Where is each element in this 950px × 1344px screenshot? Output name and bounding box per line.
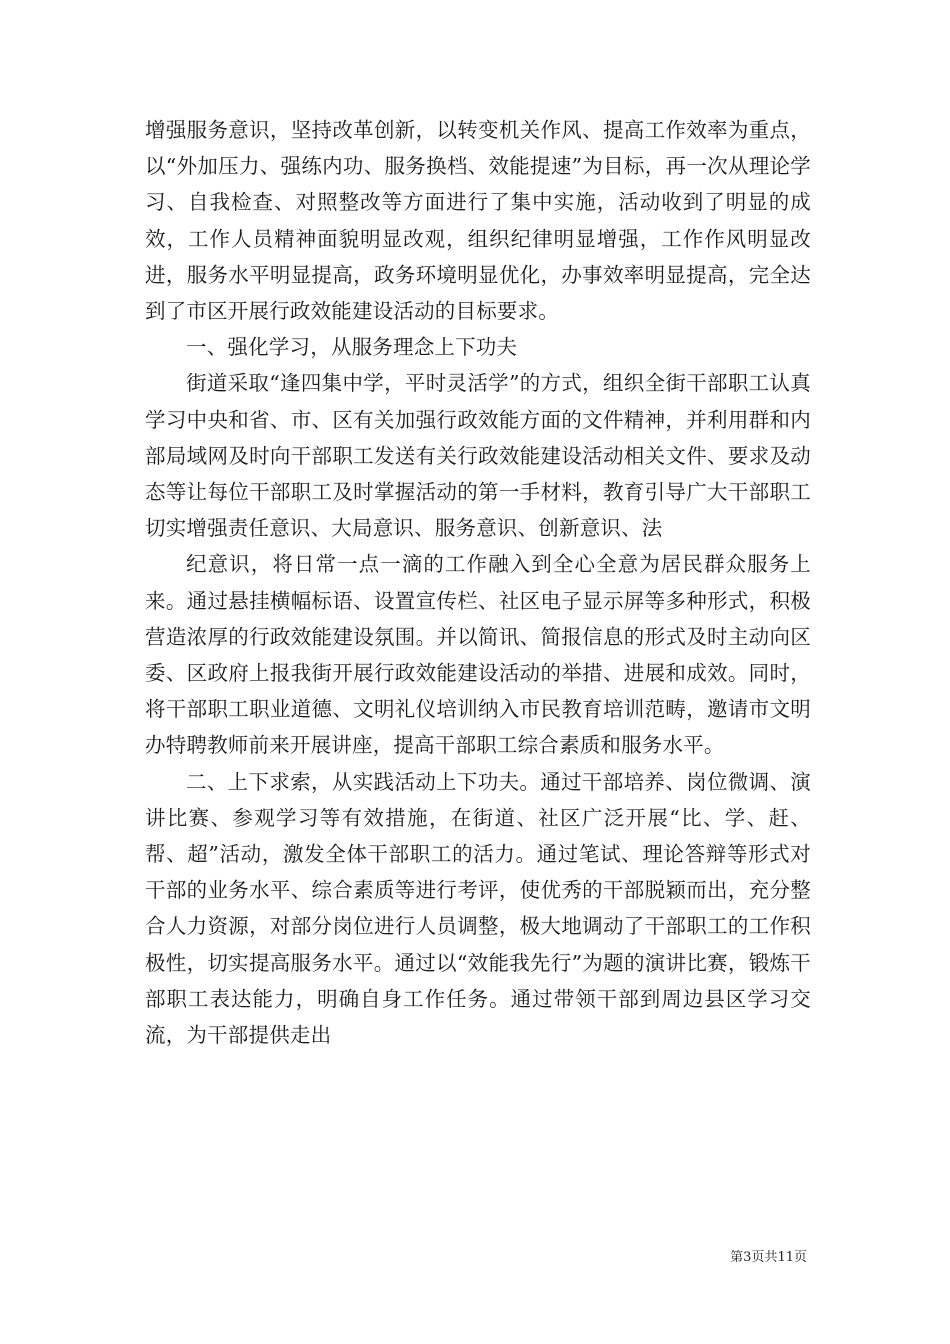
paragraph-study-1: 街道采取“逢四集中学，平时灵活学”的方式，组织全街干部职工认真学习中央和省、市、区有关加强行政效能方面的文件精神，并利用群和内部局域网及时向干部职工发送有关行政效能建设活动相关文件、要求及动态等让每位干部职工及时掌握活动的第一手材料，教育引导广大干部职工切实增强责任意识、大局意识、服务意识、创新意识、法 bbox=[145, 371, 811, 541]
section-heading-1: 一、强化学习，从服务理念上下功夫 bbox=[186, 335, 518, 360]
paragraph-study-2: 纪意识，将日常一点一滴的工作融入到全心全意为居民群众服务上来。通过悬挂横幅标语、设置宣传栏、社区电子显示屏等多种形式，积极营造浓厚的行政效能建设氛围。并以简讯、简报信息的形式及时主动向区委、区政府上报我街开展行政效能建设活动的举措、进展和成效。同时，将干部职工职业道德、文明礼仪培训纳入市民教育培训范畴，邀请市文明办特聘教师前来开展讲座，提高干部职工综合素质和服务水平。 bbox=[145, 552, 811, 758]
paragraph-intro: 增强服务意识，坚持改革创新，以转变机关作风、提高工作效率为重点，以“外加压力、强练内功、服务换档、效能提速”为目标，再一次从理论学习、自我检查、对照整改等方面进行了集中实施，活动收到了明显的成效，工作人员精神面貌明显改观，组织纪律明显增强，工作作风明显改进，服务水平明显提高，政务环境明显优化，办事效率明显提高，完全达到了市区开展行政效能建设活动的目标要求。 bbox=[145, 118, 811, 324]
page-number: 第3页共11页 bbox=[730, 1250, 807, 1265]
paragraph-practice: 二、上下求索，从实践活动上下功夫。通过干部培养、岗位微调、演讲比赛、参观学习等有效措施，在街道、社区广泛开展“比、学、赶、帮、超”活动，激发全体干部职工的活力。通过笔试、理论答辩等形式对干部的业务水平、综合素质等进行考评，使优秀的干部脱颖而出，充分整合人力资源，对部分岗位进行人员调整，极大地调动了干部职工的工作积极性，切实提高服务水平。通过以“效能我先行”为题的演讲比赛，锻炼干部职工表达能力，明确自身工作任务。通过带领干部到周边县区学习交流，为干部提供走出 bbox=[145, 769, 811, 1048]
document-body bbox=[145, 112, 811, 1053]
